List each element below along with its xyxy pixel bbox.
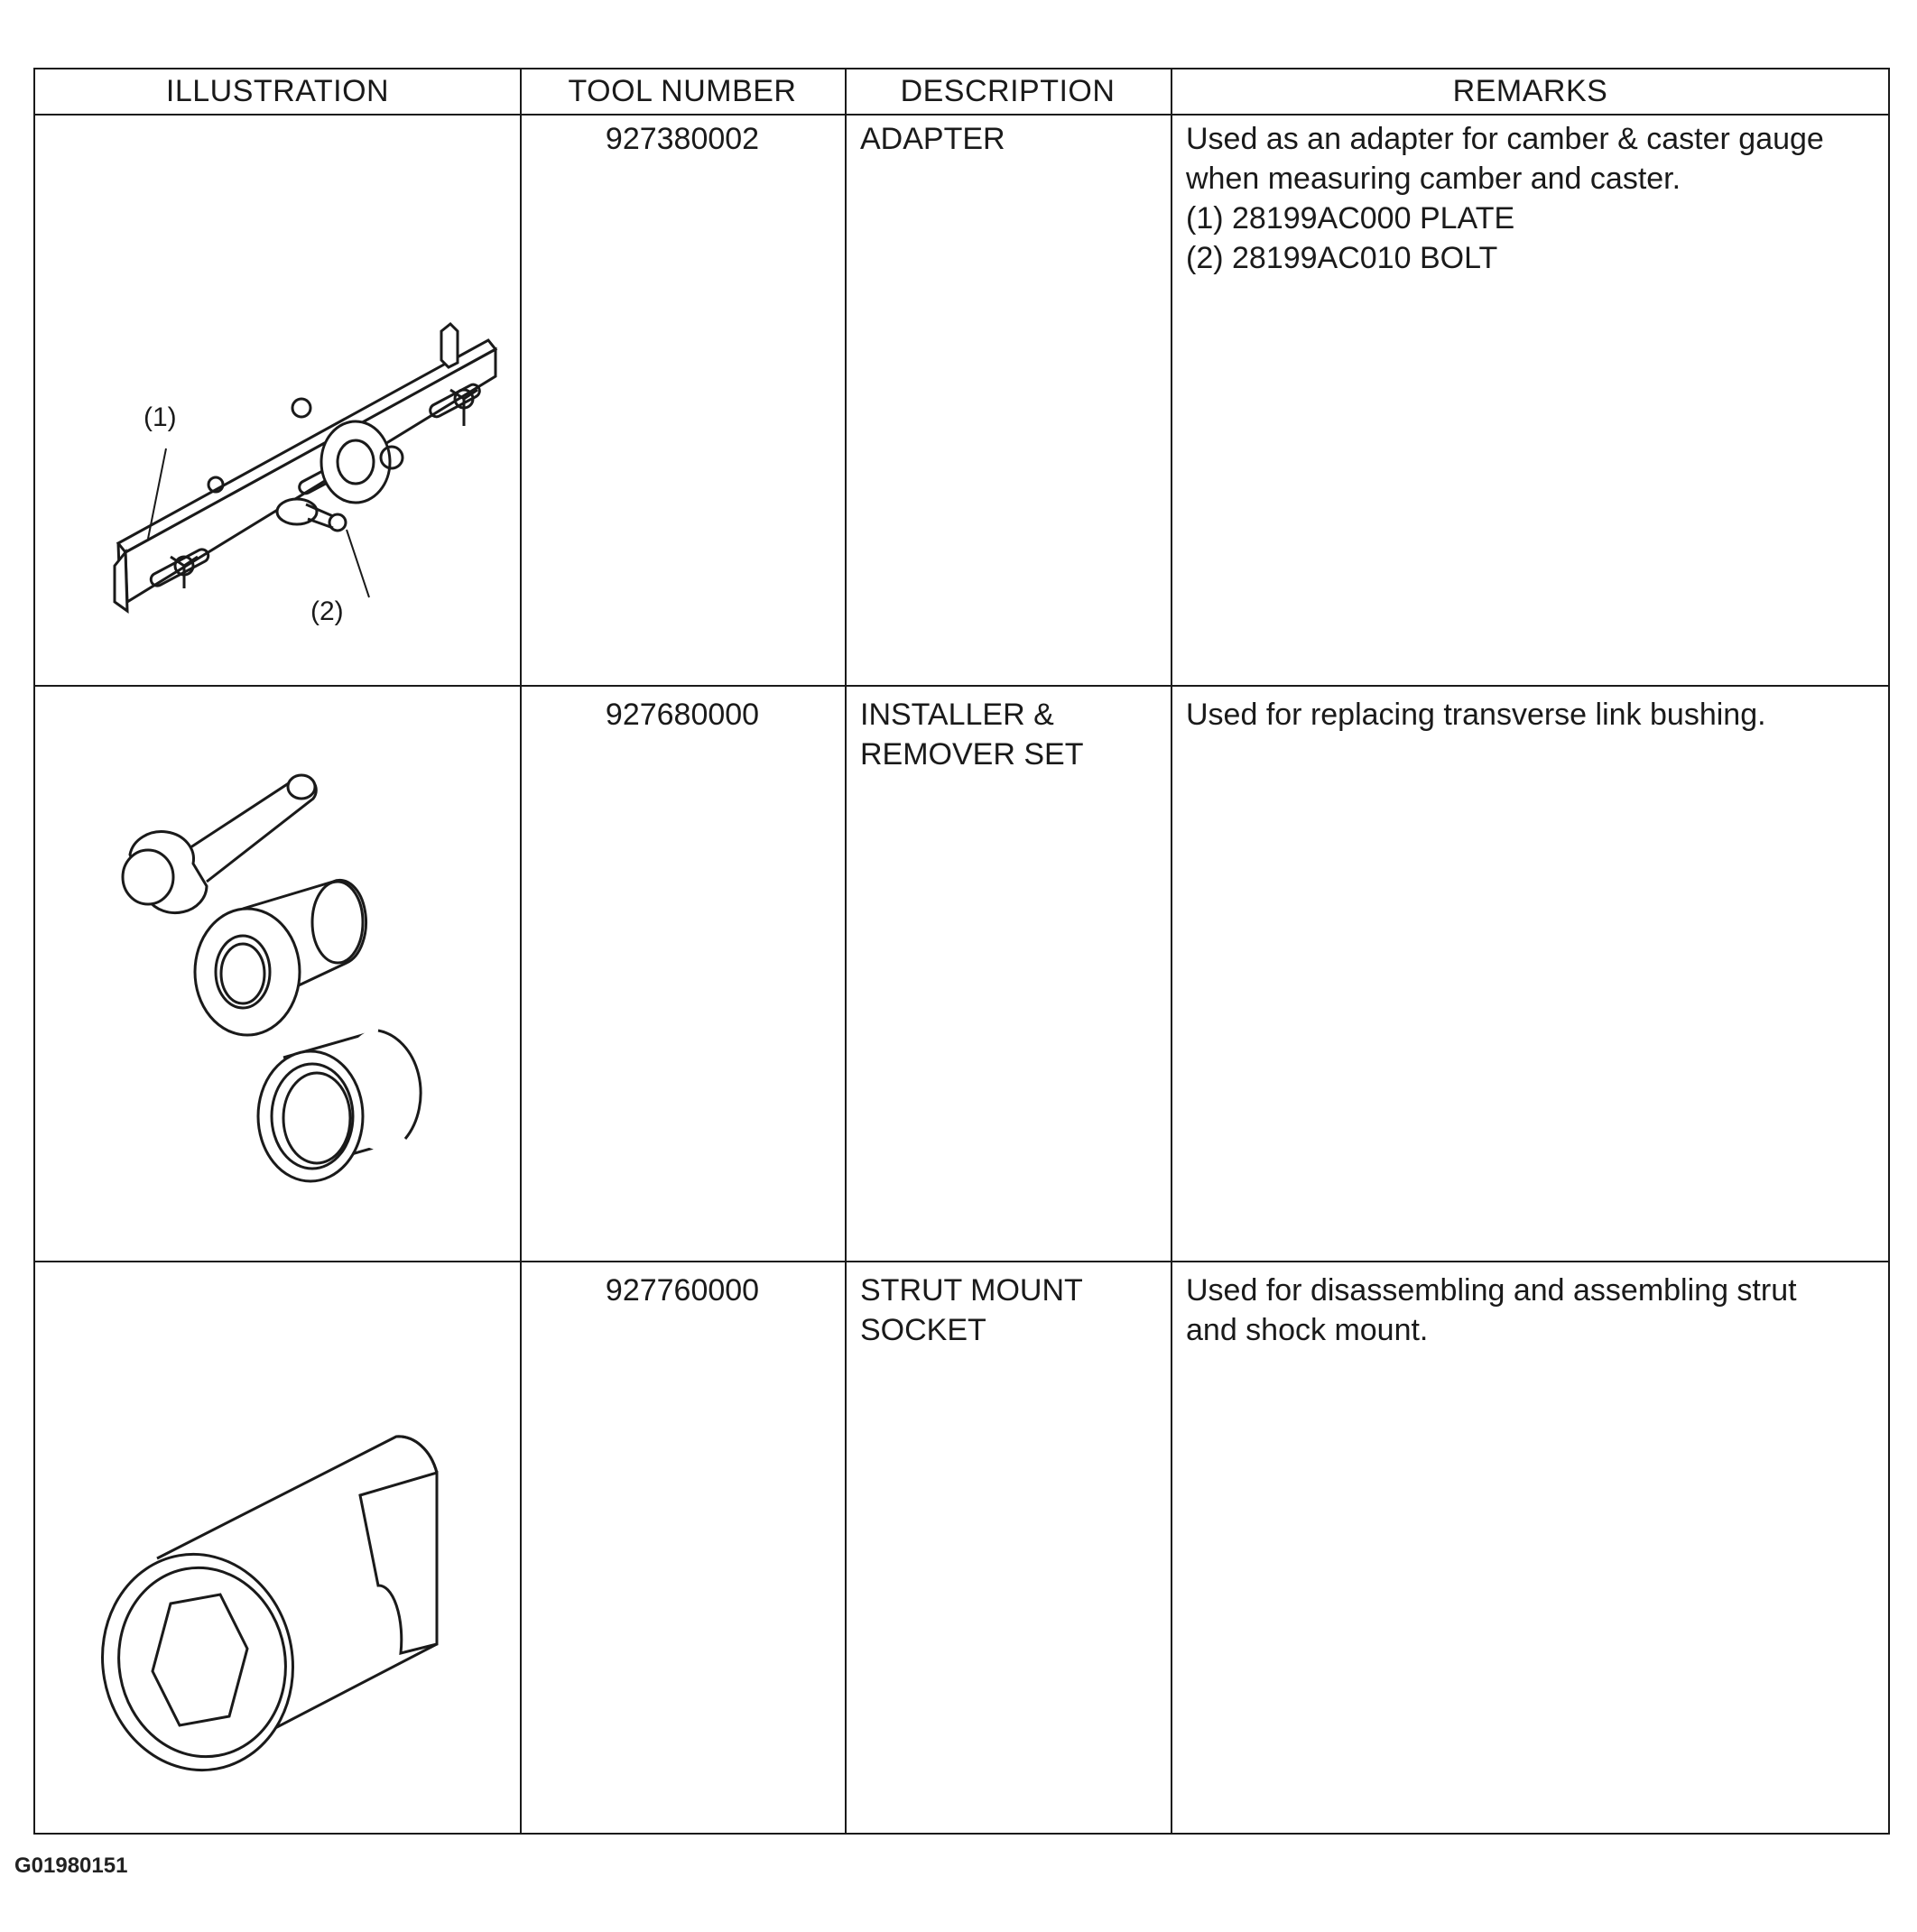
header-tool-number: TOOL NUMBER [568, 74, 797, 108]
installer-remover-set-illustration [107, 764, 486, 1197]
column-divider [845, 69, 847, 1833]
header-illustration: ILLUSTRATION [165, 74, 390, 108]
callout-2-label: (2) [310, 596, 344, 626]
remarks-cell: Used for disassembling and assembling strut and shock mount. [1186, 1273, 1797, 1347]
remarks-cell: Used for replacing transverse link bushing. [1186, 698, 1766, 732]
description-cell: INSTALLER & REMOVER SET [860, 698, 1084, 772]
row-divider [35, 685, 1888, 687]
header-remarks: REMARKS [1452, 74, 1608, 108]
strut-mount-socket-illustration [89, 1423, 505, 1802]
table-header-row [35, 69, 1888, 116]
row-divider [35, 1261, 1888, 1262]
adapter-plate-illustration [71, 241, 523, 647]
callout-1-label: (1) [144, 402, 177, 432]
special-tools-table [33, 68, 1890, 1835]
remarks-cell: Used as an adapter for camber & caster gauge when measuring camber and caster. (1) 28199AC000 PLATE (2) 28199AC010 BOLT [1186, 122, 1824, 275]
tool-number-cell: 927680000 [605, 698, 760, 732]
tool-number-cell: 927380002 [605, 122, 760, 156]
description-cell: ADAPTER [860, 122, 1005, 156]
column-divider [1171, 69, 1172, 1833]
header-description: DESCRIPTION [900, 74, 1116, 108]
description-cell: STRUT MOUNT SOCKET [860, 1273, 1083, 1347]
tool-number-cell: 927760000 [605, 1273, 760, 1308]
figure-code: G01980151 [14, 1853, 128, 1878]
